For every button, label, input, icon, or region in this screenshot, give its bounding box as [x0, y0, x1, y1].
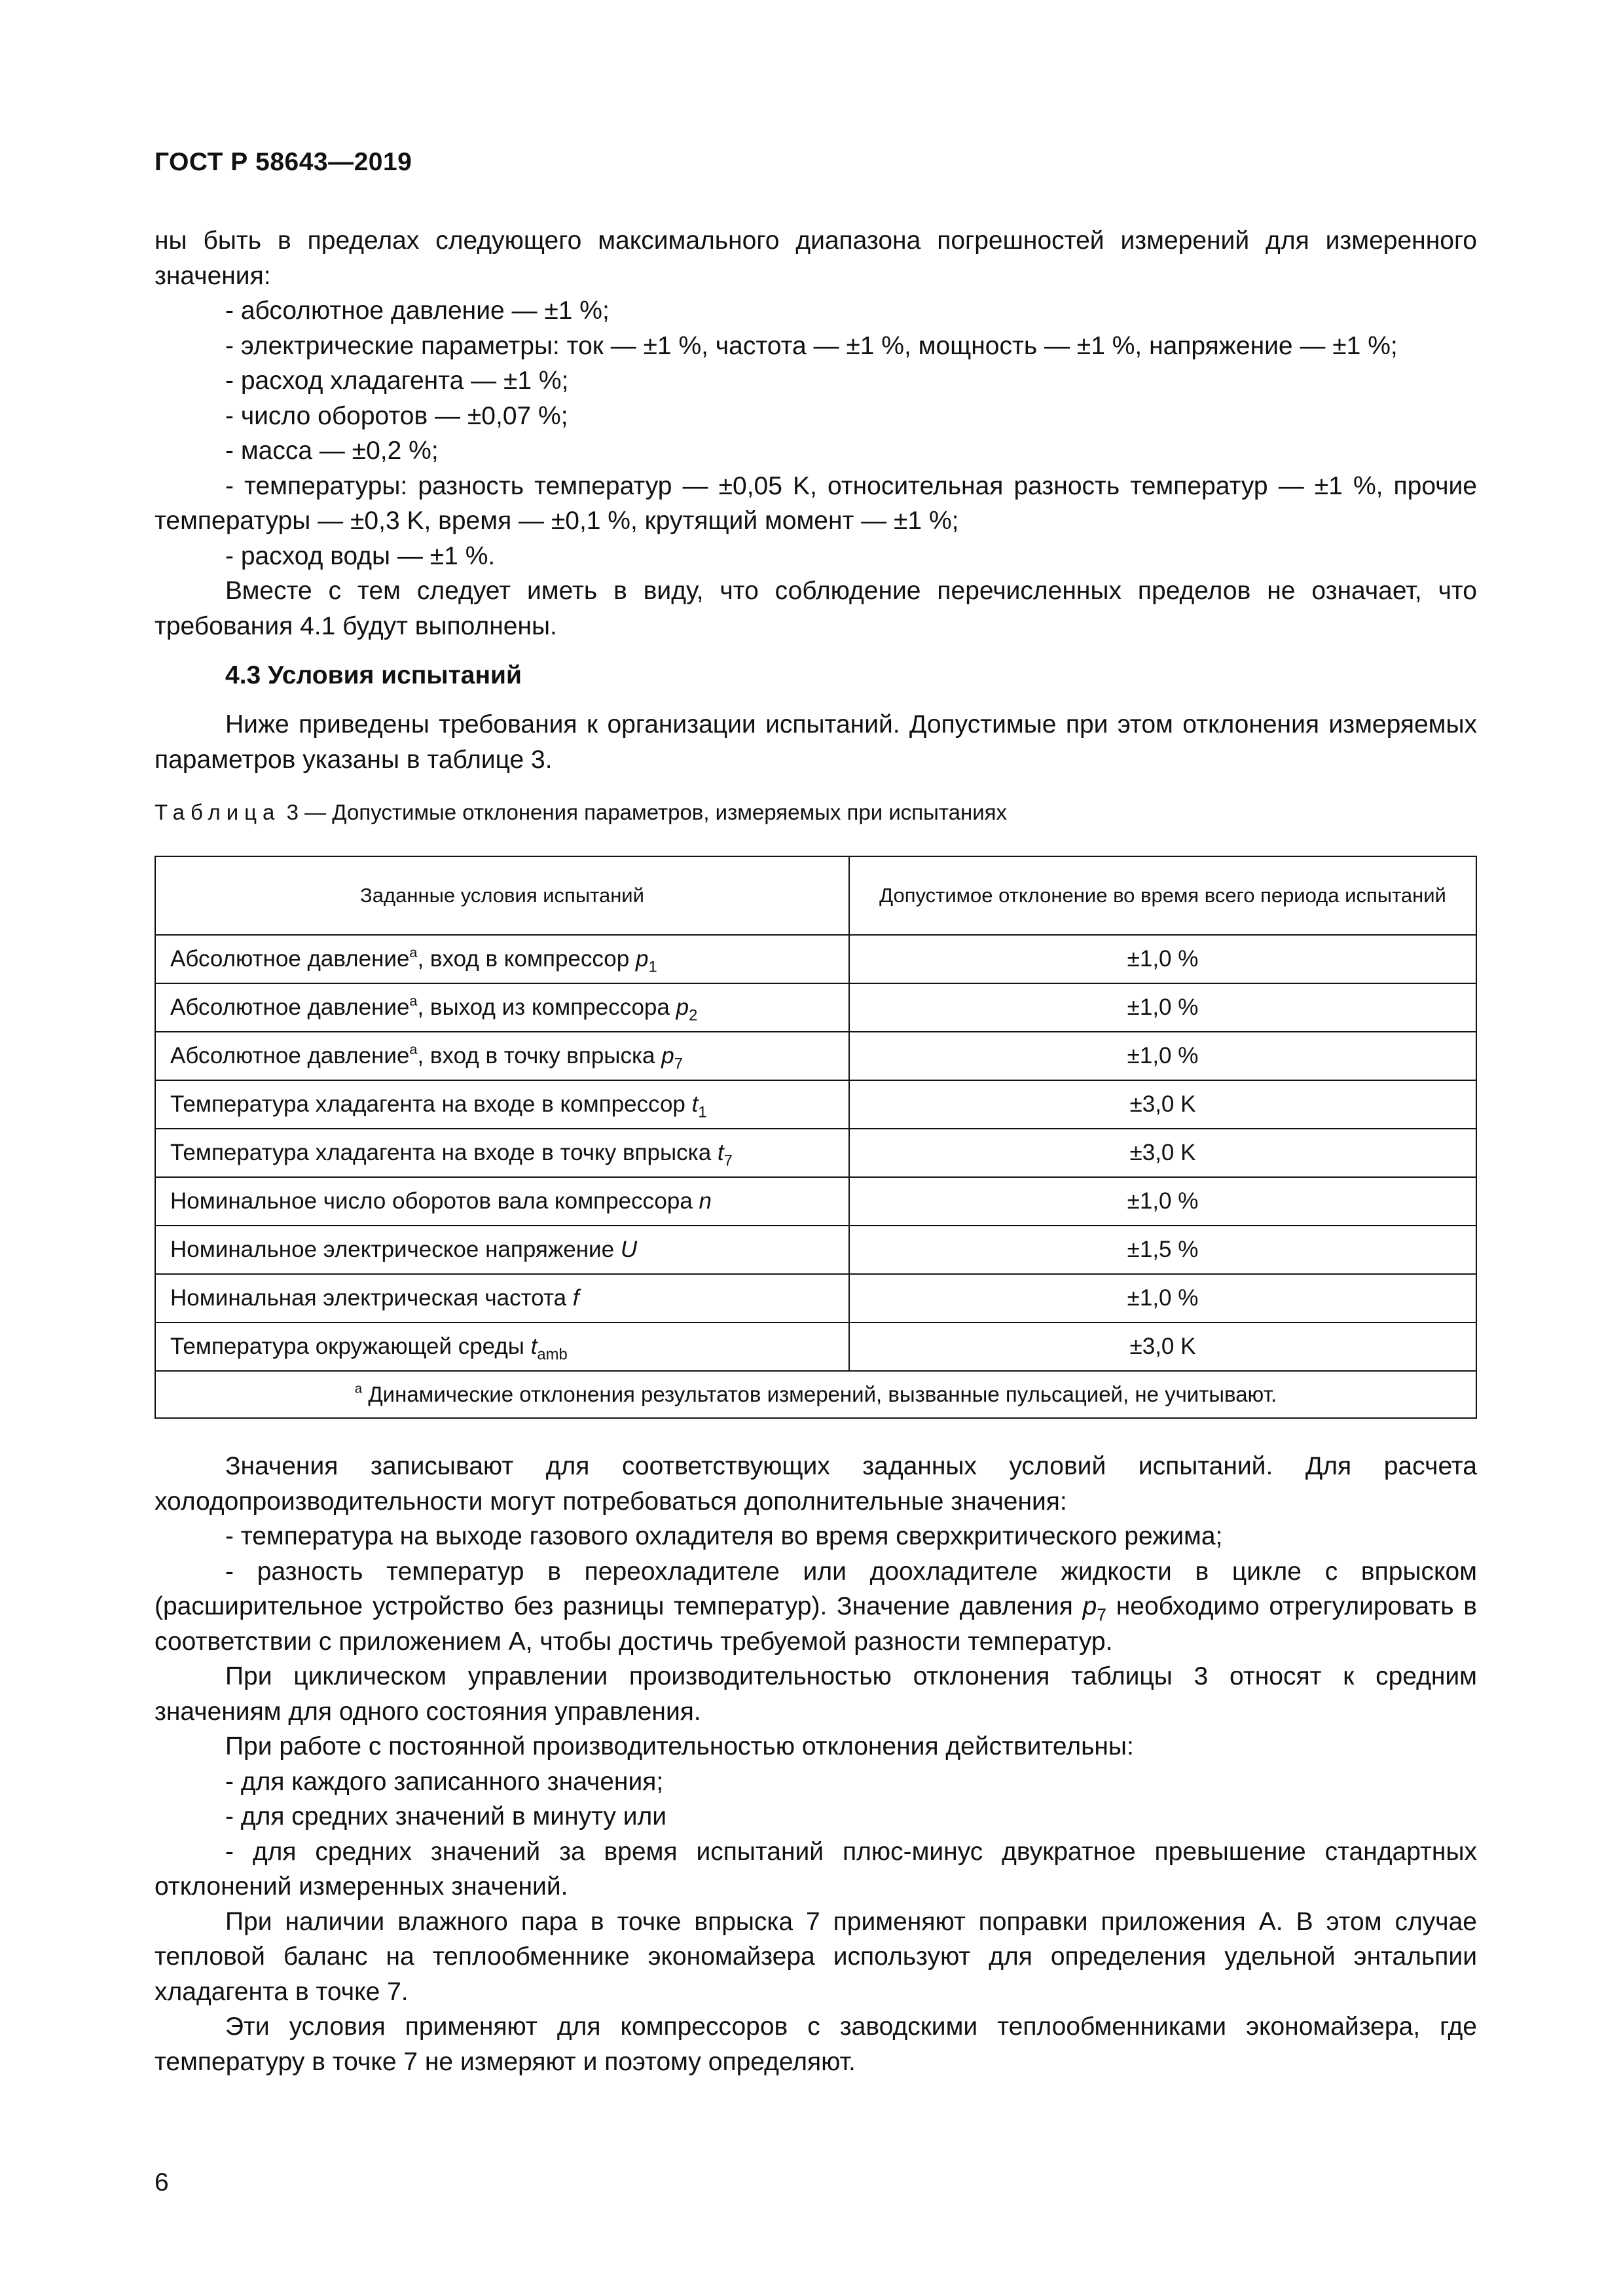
section-intro-block — [155, 707, 1477, 777]
condition-cell: Номинальная электрическая частота f — [155, 1274, 849, 1322]
column-header-conditions: Заданные условия испытаний — [155, 856, 849, 935]
paragraph: Значения записывают для соответствующих заданных условий испытаний. Для расчета холодопроизводительности могут потребоваться дополнительные значения: — [155, 1452, 1477, 1516]
section-intro: Ниже приведены требования к организации испытаний. Допустимые при этом отклонения измеряемых параметров указаны в таблице 3. — [155, 710, 1477, 774]
table-row — [155, 1177, 1476, 1226]
condition-cell: Температура окружающей среды $t_{amb}$ — [155, 1322, 849, 1371]
document-code-header: ГОСТ Р 58643—2019 — [155, 148, 412, 176]
condition-cell: Абсолютное давление$^a$, вход в точку впрыска $p_7$ — [155, 1032, 849, 1080]
table-footnote: $^a$ Динамические отклонения результатов измерений, вызванные пульсацией, не учитывают. — [155, 1371, 1476, 1418]
deviation-cell: ±1,0 % — [849, 983, 1476, 1032]
table-row — [155, 983, 1476, 1032]
table-row — [155, 1226, 1476, 1274]
list-item: - масса — ±0,2 %; — [225, 437, 439, 465]
deviation-cell: ±3,0 K — [849, 1080, 1476, 1129]
deviation-cell: ±1,5 % — [849, 1226, 1476, 1274]
paragraph: Эти условия применяют для компрессоров с заводскими теплообменниками экономайзера, где температуру в точке 7 не измеряют и поэтому определяют. — [155, 2013, 1477, 2076]
condition-cell: Температура хладагента на входе в компрессор $t_1$ — [155, 1080, 849, 1129]
list-item: - температуры: разность температур — ±0,05 K, относительная разность температур — ±1 %, прочие температуры — ±0,3 K, время — ±0,1 %, крутящий момент — ±1 %; — [155, 471, 1477, 535]
deviation-cell: ±1,0 % — [849, 1177, 1476, 1226]
condition-cell: Номинальное электрическое напряжение U — [155, 1226, 849, 1274]
list-item: - температура на выходе газового охладителя во время сверхкритического режима; — [225, 1522, 1223, 1550]
deviation-cell: ±3,0 K — [849, 1129, 1476, 1177]
list-item: - абсолютное давление — ±1 %; — [225, 297, 610, 325]
list-item: - электрические параметры: ток — ±1 %, частота — ±1 %, мощность — ±1 %, напряжение — ±1 %; — [225, 331, 1398, 360]
paragraph-intro: ны быть в пределах следующего максимального диапазона погрешностей измерений для измеренного значения: — [155, 227, 1477, 290]
section-title: 4.3 Условия испытаний — [225, 661, 522, 689]
top-text-block — [155, 223, 1477, 644]
table-row — [155, 935, 1476, 983]
condition-cell: Номинальное число оборотов вала компрессора n — [155, 1177, 849, 1226]
paragraph-closing: Вместе с тем следует иметь в виду, что соблюдение перечисленных пределов не означает, что требования 4.1 будут выполнены. — [155, 577, 1477, 640]
list-item: - для средних значений за время испытаний плюс-минус двукратное превышение стандартных отклонений измеренных значений. — [155, 1837, 1477, 1901]
list-item: - расход хладагента — ±1 %; — [225, 367, 569, 395]
table-caption-text: 3 — Допустимые отклонения параметров, измеряемых при испытаниях — [286, 800, 1008, 824]
list-item: - для средних значений в минуту или — [225, 1802, 667, 1831]
deviation-cell: ±1,0 % — [849, 1032, 1476, 1080]
table-row — [155, 1129, 1476, 1177]
section-header — [155, 658, 1477, 693]
bottom-text-block — [155, 1449, 1477, 2079]
table-header-row — [155, 856, 1476, 935]
page-number: 6 — [155, 2168, 169, 2196]
list-item: - для каждого записанного значения; — [225, 1767, 664, 1796]
paragraph: При циклическом управлении производительностью отклонения таблицы 3 относят к средним значениям для одного состояния управления. — [155, 1662, 1477, 1726]
table-footnote-row — [155, 1371, 1476, 1418]
table-caption — [155, 800, 1007, 825]
table-row — [155, 1080, 1476, 1129]
table-row — [155, 1322, 1476, 1371]
condition-cell: Абсолютное давление$^a$, выход из компрессора $p_2$ — [155, 983, 849, 1032]
deviation-table — [155, 856, 1477, 1419]
paragraph: При работе с постоянной производительностью отклонения действительны: — [225, 1732, 1134, 1760]
column-header-deviation: Допустимое отклонение во время всего периода испытаний — [849, 856, 1476, 935]
deviation-cell: ±1,0 % — [849, 1274, 1476, 1322]
table-row — [155, 1032, 1476, 1080]
deviation-cell: ±3,0 K — [849, 1322, 1476, 1371]
list-item: - число оборотов — ±0,07 %; — [225, 401, 568, 430]
list-item: - разность температур в переохладителе или доохладителе жидкости в цикле с впрыском (расширительное устройство без разницы температур). Значение давления $p_7$ необходимо отрегулировать в соответствии с приложением А, чтобы достичь требуемой разности температур. — [155, 1557, 1477, 1656]
deviation-cell: ±1,0 % — [849, 935, 1476, 983]
list-item: - расход воды — ±1 %. — [225, 541, 496, 570]
condition-cell: Температура хладагента на входе в точку впрыска $t_7$ — [155, 1129, 849, 1177]
condition-cell: Абсолютное давление$^a$, вход в компрессор $p_1$ — [155, 935, 849, 983]
table-caption-prefix: Таблица — [155, 800, 281, 824]
paragraph: При наличии влажного пара в точке впрыска 7 применяют поправки приложения А. В этом случае тепловой баланс на теплообменнике экономайзера используют для определения удельной энтальпии хладагента в точке 7. — [155, 1907, 1477, 2006]
table-row — [155, 1274, 1476, 1322]
